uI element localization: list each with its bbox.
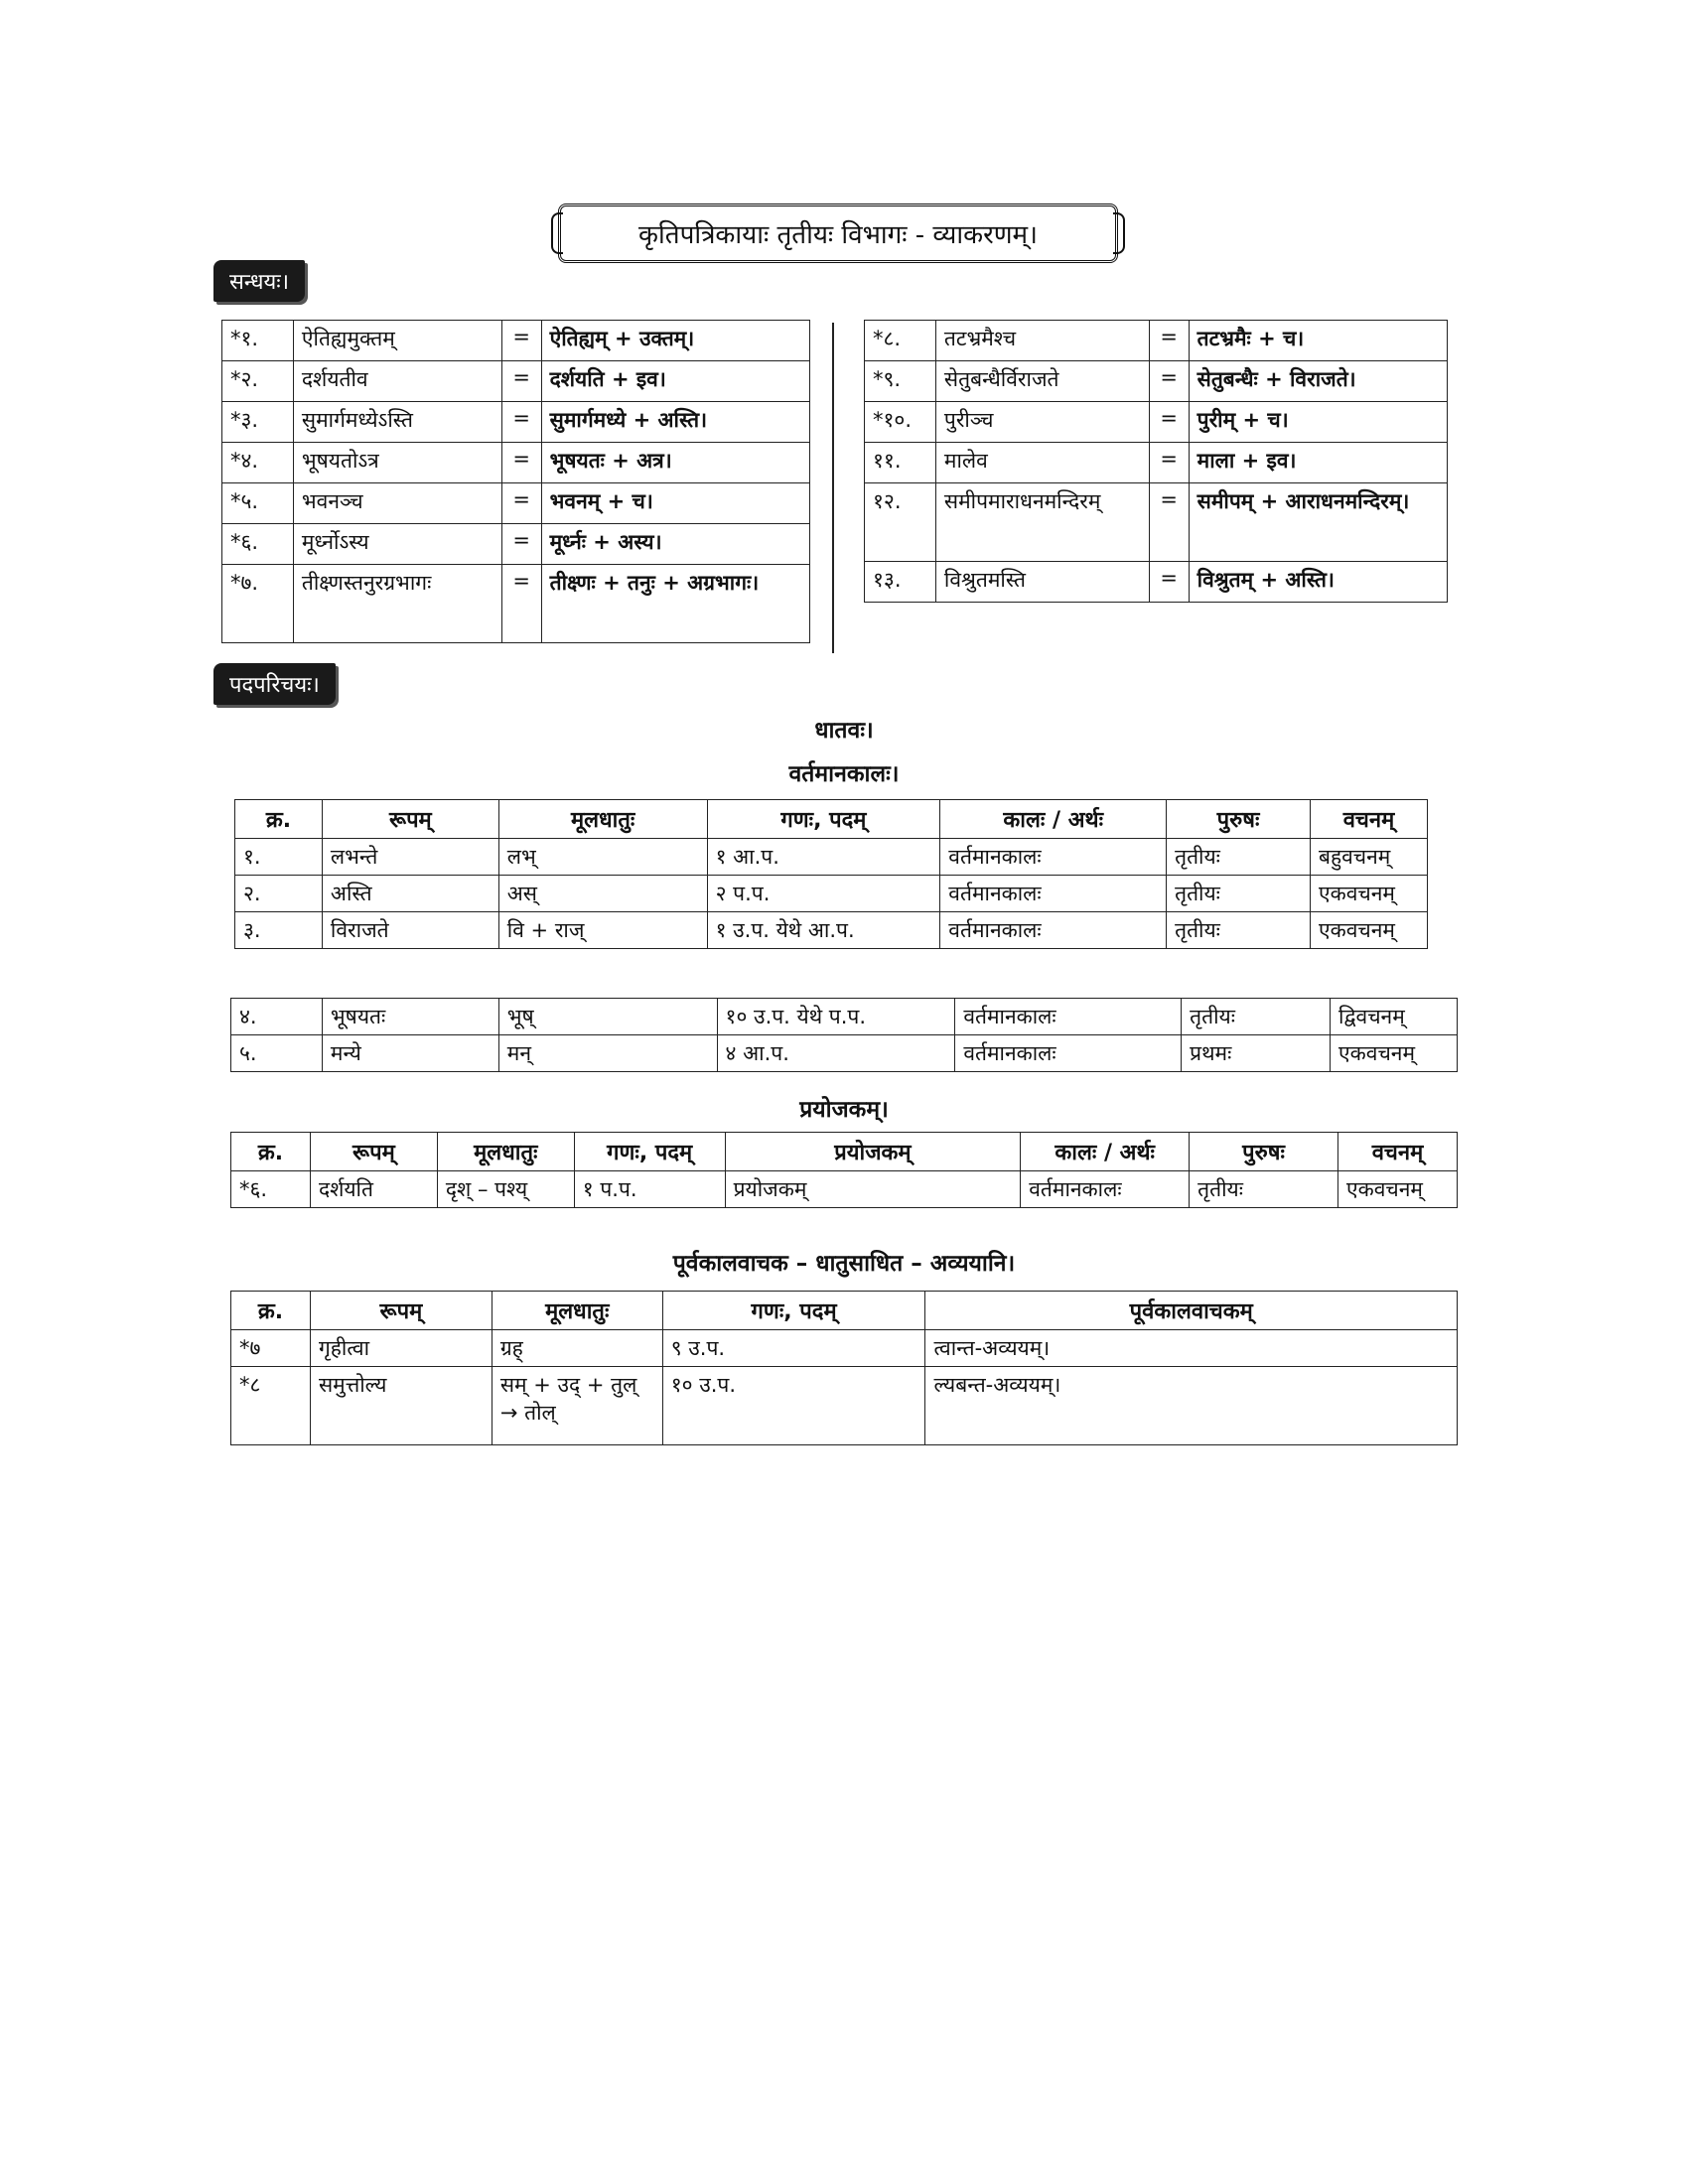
- table-cell: समुत्तोल्य: [310, 1367, 492, 1445]
- sandhi-word: विश्रुतमस्ति: [935, 562, 1149, 603]
- dhatavah-heading: धातवः।: [814, 718, 874, 744]
- table-header-row: [231, 1292, 1458, 1330]
- table-cell: १.: [235, 839, 323, 876]
- column-header: मूलधातुः: [437, 1133, 574, 1171]
- sandhi-word: सुमार्गमध्येऽस्ति: [293, 402, 501, 443]
- sandhi-word: पुरीञ्च: [935, 402, 1149, 443]
- table-header-row: [235, 800, 1428, 839]
- sandhi-no: *१०.: [865, 402, 936, 443]
- table-row: [222, 443, 810, 483]
- sandhi-split: विश्रुतम् + अस्ति।: [1189, 562, 1447, 603]
- column-header: वचनम्: [1310, 800, 1427, 839]
- table-row: [222, 524, 810, 565]
- table-cell: दर्शयति: [310, 1171, 437, 1208]
- table-cell: वर्तमानकालः: [955, 999, 1182, 1035]
- equals-sign: =: [501, 443, 541, 483]
- table-cell: ४.: [231, 999, 323, 1035]
- table-row: [222, 402, 810, 443]
- table-row: [231, 1367, 1458, 1445]
- padaparichay-tag-text: पदपरिचयः।: [229, 673, 320, 698]
- table-cell: बहुवचनम्: [1310, 839, 1427, 876]
- table-cell: गृहीत्वा: [310, 1330, 492, 1367]
- table-cell: प्रयोजकम्: [725, 1171, 1021, 1208]
- table-row: [235, 912, 1428, 949]
- sandhi-no: *८.: [865, 321, 936, 361]
- table-cell: द्विवचनम्: [1331, 999, 1458, 1035]
- table-cell: वर्तमानकालः: [955, 1035, 1182, 1072]
- table-row: [235, 839, 1428, 876]
- sandhi-split: माला + इव।: [1189, 443, 1447, 483]
- equals-sign: =: [1149, 402, 1189, 443]
- table-cell: त्वान्त-अव्ययम्।: [925, 1330, 1458, 1367]
- sandhi-section-tag: [213, 260, 305, 302]
- table-cell: तृतीयः: [1190, 1171, 1338, 1208]
- column-header: प्रयोजकम्: [725, 1133, 1021, 1171]
- table-cell: अस्: [498, 876, 707, 912]
- table-cell: १ प.प.: [574, 1171, 725, 1208]
- sandhi-split: समीपम् + आराधनमन्दिरम्।: [1189, 483, 1447, 562]
- table-row: [231, 999, 1458, 1035]
- equals-sign: =: [501, 565, 541, 643]
- sandhi-no: *४.: [222, 443, 294, 483]
- table-cell: मन्: [498, 1035, 717, 1072]
- table-cell: २.: [235, 876, 323, 912]
- equals-sign: =: [501, 361, 541, 402]
- table-cell: एकवचनम्: [1310, 876, 1427, 912]
- sandhi-word: समीपमाराधनमन्दिरम्: [935, 483, 1149, 562]
- equals-sign: =: [501, 321, 541, 361]
- table-header-row: [231, 1133, 1458, 1171]
- sandhi-split: ऐतिह्यम् + उक्तम्।: [541, 321, 809, 361]
- sandhi-word: दर्शयतीव: [293, 361, 501, 402]
- sandhi-no: *१.: [222, 321, 294, 361]
- table-row: [231, 1330, 1458, 1367]
- sandhi-tag-text: सन्धयः।: [229, 270, 290, 295]
- sandhi-no: १३.: [865, 562, 936, 603]
- table-cell: एकवचनम्: [1337, 1171, 1457, 1208]
- table-cell: तृतीयः: [1182, 999, 1331, 1035]
- table-cell: १० उ.प. येथे प.प.: [717, 999, 955, 1035]
- equals-sign: =: [1149, 321, 1189, 361]
- table-cell: वर्तमानकालः: [940, 876, 1167, 912]
- column-header: गणः, पदम्: [707, 800, 940, 839]
- table-row: [222, 321, 810, 361]
- table-cell: *६.: [231, 1171, 311, 1208]
- table-cell: ग्रह्: [492, 1330, 662, 1367]
- equals-sign: =: [1149, 562, 1189, 603]
- table-cell: तृतीयः: [1167, 876, 1311, 912]
- table-cell: २ प.प.: [707, 876, 940, 912]
- sandhi-no: *६.: [222, 524, 294, 565]
- sandhi-no: ११.: [865, 443, 936, 483]
- sandhi-split: तीक्ष्णः + तनुः + अग्रभागः।: [541, 565, 809, 643]
- table-cell: ३.: [235, 912, 323, 949]
- sandhi-no: *५.: [222, 483, 294, 524]
- table-cell: ९ उ.प.: [662, 1330, 925, 1367]
- table-cell: तृतीयः: [1167, 912, 1311, 949]
- table-row: [865, 361, 1448, 402]
- column-header: पूर्वकालवाचकम्: [925, 1292, 1458, 1330]
- sandhi-no: १२.: [865, 483, 936, 562]
- table-cell: भूषयतः: [322, 999, 498, 1035]
- sandhi-word: तीक्ष्णस्तनुरग्रभागः: [293, 565, 501, 643]
- equals-sign: =: [501, 524, 541, 565]
- table-row: [865, 483, 1448, 562]
- sandhi-word: भवनञ्च: [293, 483, 501, 524]
- table-row: [865, 402, 1448, 443]
- table-cell: वि + राज्: [498, 912, 707, 949]
- equals-sign: =: [1149, 361, 1189, 402]
- column-header: क्र.: [235, 800, 323, 839]
- table-cell: ४ आ.प.: [717, 1035, 955, 1072]
- table-row: [231, 1171, 1458, 1208]
- sandhi-split: दर्शयति + इव।: [541, 361, 809, 402]
- column-header: क्र.: [231, 1292, 311, 1330]
- column-divider: [832, 323, 834, 653]
- table-cell: विराजते: [322, 912, 498, 949]
- table-cell: एकवचनम्: [1331, 1035, 1458, 1072]
- sandhi-word: मालेव: [935, 443, 1149, 483]
- column-header: गणः, पदम्: [574, 1133, 725, 1171]
- table-cell: भूष्: [498, 999, 717, 1035]
- table-cell: सम् + उद् + तुल् → तोल्: [492, 1367, 662, 1445]
- purvakala-heading: पूर्वकालवाचक – धातुसाधित – अव्ययानि।: [672, 1251, 1016, 1277]
- table-row: [865, 443, 1448, 483]
- table-cell: दृश् – पश्य्: [437, 1171, 574, 1208]
- table-row: [222, 565, 810, 643]
- equals-sign: =: [501, 483, 541, 524]
- table-cell: एकवचनम्: [1310, 912, 1427, 949]
- column-header: मूलधातुः: [492, 1292, 662, 1330]
- table-cell: १० उ.प.: [662, 1367, 925, 1445]
- sandhi-split: सेतुबन्धैः + विराजते।: [1189, 361, 1447, 402]
- column-header: कालः / अर्थः: [1021, 1133, 1190, 1171]
- table-row: [865, 321, 1448, 361]
- table-cell: लभ्: [498, 839, 707, 876]
- table-cell: वर्तमानकालः: [940, 912, 1167, 949]
- column-header: कालः / अर्थः: [940, 800, 1167, 839]
- table-cell: अस्ति: [322, 876, 498, 912]
- column-header: पुरुषः: [1190, 1133, 1338, 1171]
- equals-sign: =: [1149, 483, 1189, 562]
- table-cell: प्रथमः: [1182, 1035, 1331, 1072]
- sandhi-word: मूर्ध्नोऽस्य: [293, 524, 501, 565]
- page-title: [558, 204, 1118, 263]
- table-cell: मन्ये: [322, 1035, 498, 1072]
- sandhi-right-table: [864, 320, 1448, 603]
- table-cell: *७: [231, 1330, 311, 1367]
- sandhi-split: तटभ्रमैः + च।: [1189, 321, 1447, 361]
- table-row: [222, 361, 810, 402]
- sandhi-word: ऐतिह्यमुक्तम्: [293, 321, 501, 361]
- padaparichay-section-tag: [213, 663, 336, 705]
- vartamana-table-a: [234, 799, 1428, 949]
- table-row: [235, 876, 1428, 912]
- table-row: [222, 483, 810, 524]
- sandhi-left-table: [221, 320, 810, 643]
- table-cell: तृतीयः: [1167, 839, 1311, 876]
- vartamana-table-b: [230, 998, 1458, 1072]
- equals-sign: =: [1149, 443, 1189, 483]
- column-header: मूलधातुः: [498, 800, 707, 839]
- column-header: पुरुषः: [1167, 800, 1311, 839]
- table-cell: वर्तमानकालः: [1021, 1171, 1190, 1208]
- table-cell: ल्यबन्त-अव्ययम्।: [925, 1367, 1458, 1445]
- sandhi-word: सेतुबन्धैर्विराजते: [935, 361, 1149, 402]
- column-header: वचनम्: [1337, 1133, 1457, 1171]
- sandhi-word: तटभ्रमैश्च: [935, 321, 1149, 361]
- table-row: [865, 562, 1448, 603]
- column-header: क्र.: [231, 1133, 311, 1171]
- sandhi-split: भवनम् + च।: [541, 483, 809, 524]
- prayojaka-heading: प्रयोजकम्।: [799, 1097, 889, 1123]
- sandhi-split: भूषयतः + अत्र।: [541, 443, 809, 483]
- sandhi-split: सुमार्गमध्ये + अस्ति।: [541, 402, 809, 443]
- table-cell: *८: [231, 1367, 311, 1445]
- column-header: गणः, पदम्: [662, 1292, 925, 1330]
- vartamana-heading: वर्तमानकालः।: [788, 761, 900, 787]
- sandhi-split: मूर्ध्नः + अस्य।: [541, 524, 809, 565]
- table-cell: ५.: [231, 1035, 323, 1072]
- sandhi-split: पुरीम् + च।: [1189, 402, 1447, 443]
- table-row: [231, 1035, 1458, 1072]
- column-header: रूपम्: [322, 800, 498, 839]
- sandhi-no: *७.: [222, 565, 294, 643]
- column-header: रूपम्: [310, 1133, 437, 1171]
- page-title-text: कृतिपत्रिकायाः तृतीयः विभागः - व्याकरणम्।: [638, 220, 1038, 250]
- purvakala-table: [230, 1291, 1458, 1445]
- table-cell: १ उ.प. येथे आ.प.: [707, 912, 940, 949]
- column-header: रूपम्: [310, 1292, 492, 1330]
- table-cell: लभन्ते: [322, 839, 498, 876]
- sandhi-no: *९.: [865, 361, 936, 402]
- sandhi-word: भूषयतोऽत्र: [293, 443, 501, 483]
- prayojaka-table: [230, 1132, 1458, 1208]
- sandhi-no: *३.: [222, 402, 294, 443]
- equals-sign: =: [501, 402, 541, 443]
- table-cell: वर्तमानकालः: [940, 839, 1167, 876]
- table-cell: १ आ.प.: [707, 839, 940, 876]
- sandhi-no: *२.: [222, 361, 294, 402]
